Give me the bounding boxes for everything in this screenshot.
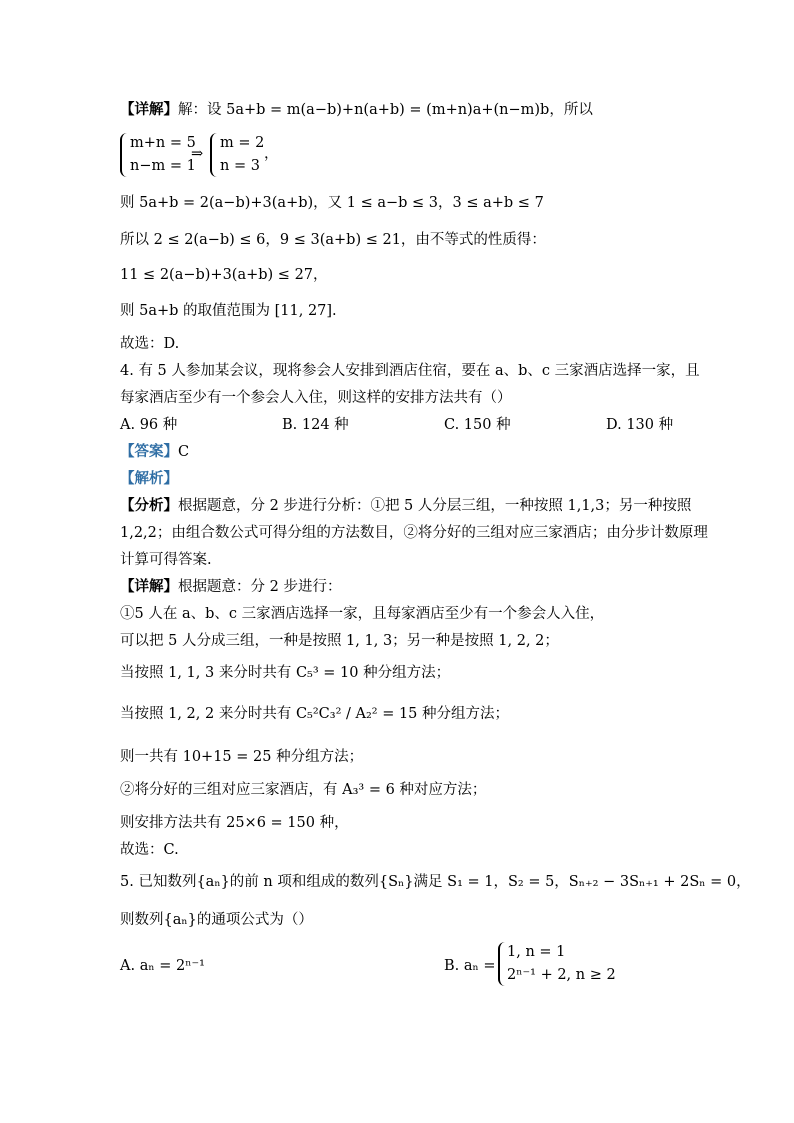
q3-line-5: 11 ≤ 2(a−b)+3(a+b) ≤ 27， (120, 267, 328, 283)
q4-detail-line-8: 则安排方法共有 25×6 = 150 种， (120, 815, 349, 831)
q4-detail-line-6: 则一共有 10+15 = 25 种分组方法； (120, 749, 364, 765)
fenxi-tag: 【分析】 (120, 497, 178, 514)
q4-answer (120, 441, 189, 463)
q4-detail-line-2: ①5 人在 a、b、c 三家酒店选择一家，且每家酒店至少有一个参会人入住， (120, 606, 605, 622)
q4-fenxi-line-2: 1,2,2；由组合数公式可得分组的方法数目，②将分好的三组对应三家酒店；由分步计数原理 (120, 525, 708, 541)
system-brace-right (210, 133, 217, 177)
q4-option-d: D. 130 种 (606, 417, 674, 433)
q5-option-a: A. aₙ = 2ⁿ⁻¹ (120, 958, 205, 974)
q4-choice: 故选：C. (120, 842, 179, 858)
q3-line-6: 则 5a+b 的取值范围为 [11, 27]. (120, 303, 337, 319)
q5-option-b-case-1: 1, n = 1 (507, 944, 566, 960)
detail-tag: 【详解】 (120, 578, 178, 595)
system-brace-left (120, 133, 127, 177)
option-b-brace (498, 942, 505, 986)
system-eq-1: m+n = 5 (130, 135, 196, 151)
q5-question-line-2: 则数列{aₙ}的通项公式为（） (120, 912, 313, 928)
q5-option-b-case-2: 2ⁿ⁻¹ + 2, n ≥ 2 (507, 967, 616, 983)
q4-fenxi-line-1: 【分析】根据题意，分 2 步进行分析：①把 5 人分层三组，一种按照 1,1,3；另一种按照 (120, 497, 692, 514)
q5-option-b-label: B. aₙ = (444, 958, 496, 974)
q4-option-a: A. 96 种 (120, 417, 178, 433)
q3-choice: 故选：D. (120, 336, 180, 352)
system-end: ， (264, 146, 279, 162)
q4-fenxi-line-3: 计算可得答案. (120, 552, 212, 568)
q4-detail-line-1: 【详解】根据题意：分 2 步进行： (120, 578, 342, 595)
q3-detail-tag: 【详解】 (120, 101, 178, 118)
q4-question-line-1: 4. 有 5 人参加某会议，现将参会人安排到酒店住宿，要在 a、b、c 三家酒店选择一家，且 (120, 363, 700, 379)
system-sol-2: n = 3 (220, 158, 260, 174)
q3-line-3: 则 5a+b = 2(a−b)+3(a+b)，又 1 ≤ a−b ≤ 3，3 ≤ a+b ≤ 7 (120, 195, 544, 211)
q4-analysis-tag: 【解析】 (120, 470, 178, 487)
q4-option-b: B. 124 种 (282, 417, 349, 433)
answer-tag: 【答案】 (120, 443, 178, 460)
implies-symbol: ⇒ (191, 146, 204, 162)
q4-detail-line-4: 当按照 1, 1, 3 来分时共有 C₅³ = 10 种分组方法； (120, 665, 451, 681)
answer-value: C (178, 444, 190, 460)
q4-detail-line-3: 可以把 5 人分成三组，一种是按照 1, 1, 3；另一种是按照 1, 2, 2； (120, 633, 559, 649)
system-sol-1: m = 2 (220, 135, 265, 151)
q4-option-c: C. 150 种 (444, 417, 511, 433)
q4-detail-line-5: 当按照 1, 2, 2 来分时共有 C₅²C₃² / A₂² = 15 种分组方法； (120, 706, 510, 722)
q3-line-4: 所以 2 ≤ 2(a−b) ≤ 6，9 ≤ 3(a+b) ≤ 21，由不等式的性质得： (120, 232, 546, 248)
q4-question-line-2: 每家酒店至少有一个参会人入住，则这样的安排方法共有（） (120, 390, 512, 406)
q5-question-line-1: 5. 已知数列{aₙ}的前 n 项和组成的数列{Sₙ}满足 S₁ = 1，S₂ = 5，Sₙ₊₂ − 3Sₙ₊₁ + 2Sₙ = 0， (120, 874, 751, 890)
q4-detail-line-7: ②将分好的三组对应三家酒店，有 A₃³ = 6 种对应方法； (120, 782, 487, 798)
q3-line-1: 【详解】解：设 5a+b = m(a−b)+n(a+b) = (m+n)a+(n−m)b，所以 (120, 101, 593, 118)
system-eq-2: n−m = 1 (130, 158, 196, 174)
